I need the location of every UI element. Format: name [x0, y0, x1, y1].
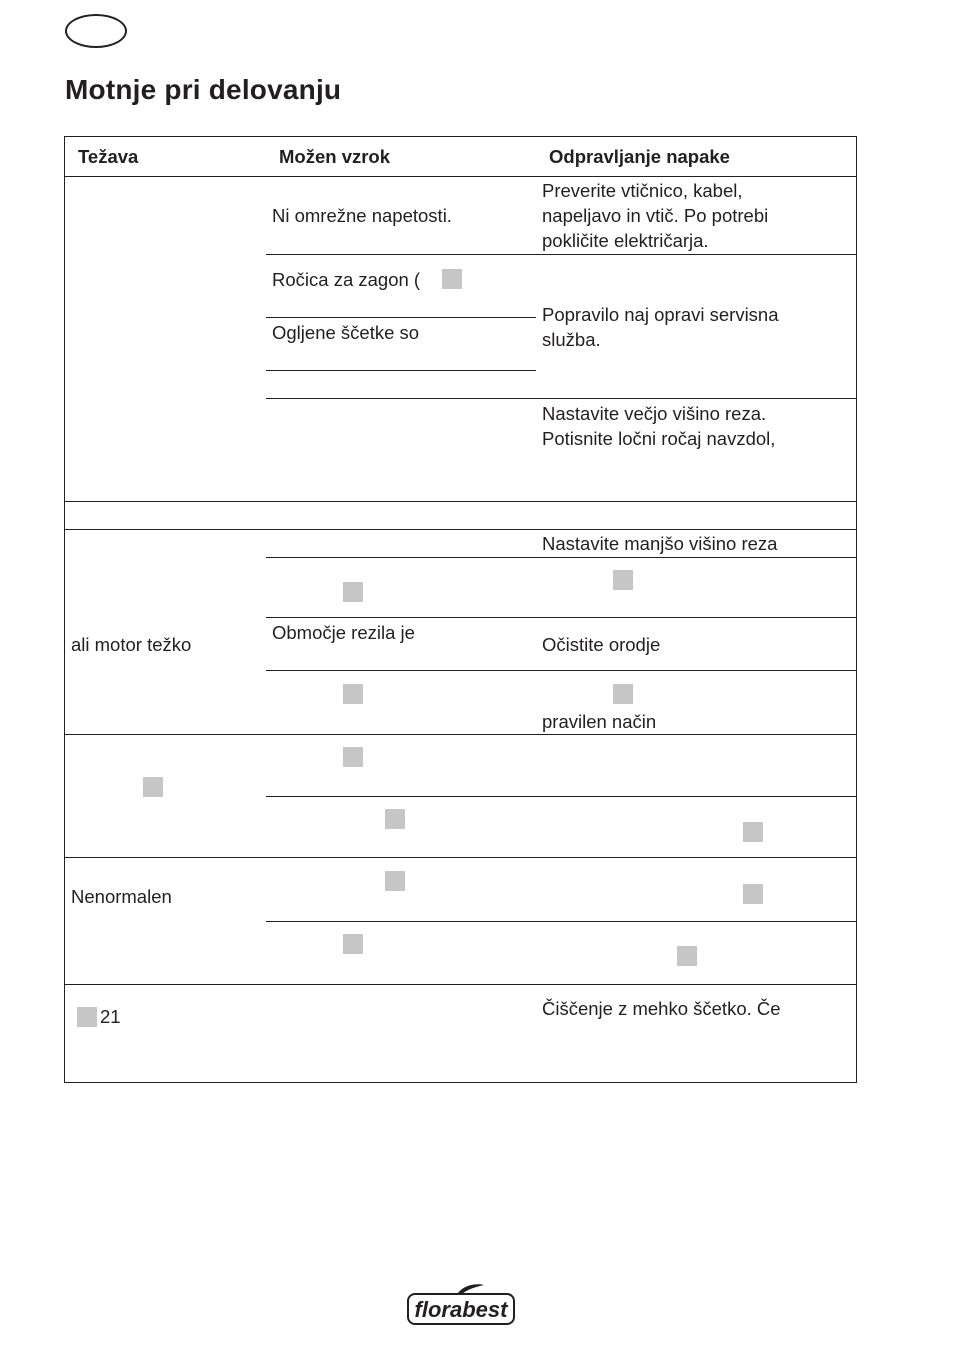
missing-symbol-placeholder [343, 582, 363, 602]
remedy-cell-line: Preverite vtičnico, kabel, [542, 180, 743, 201]
problem-cell: ali motor težko [71, 634, 192, 655]
header-problem: Težava [78, 146, 139, 167]
remedy-cell-line: napeljavo in vtič. Po potrebi [542, 205, 769, 226]
remedy-cell: Čiščenje z mehko ščetko. Če [542, 998, 781, 1019]
florabest-logo [406, 1283, 516, 1327]
remedy-cell: Očistite orodje [542, 634, 661, 655]
missing-symbol-placeholder [743, 822, 763, 842]
remedy-cell-line: služba. [542, 329, 601, 350]
row-rule [64, 857, 857, 858]
missing-symbol-placeholder [343, 934, 363, 954]
header-rule [64, 176, 857, 177]
row-rule [266, 398, 857, 399]
missing-symbol-placeholder [385, 871, 405, 891]
cause-cell: Ni omrežne napetosti. [272, 205, 452, 226]
missing-symbol-placeholder [143, 777, 163, 797]
row-rule [266, 617, 857, 618]
row-rule [64, 984, 857, 985]
svg-text:florabest: florabest [414, 1297, 508, 1322]
missing-symbol-placeholder [442, 269, 462, 289]
remedy-cell: Nastavite manjšo višino reza [542, 533, 778, 554]
remedy-cell-line: Potisnite ločni ročaj navzdol, [542, 428, 776, 449]
header-cause: Možen vzrok [279, 146, 391, 167]
missing-symbol-placeholder [613, 684, 633, 704]
missing-symbol-placeholder [343, 747, 363, 767]
row-rule [266, 670, 857, 671]
header-remedy: Odpravljanje napake [549, 146, 730, 167]
missing-symbol-placeholder [743, 884, 763, 904]
problem-cell: Nenormalen [71, 886, 172, 907]
row-rule [64, 734, 857, 735]
missing-symbol-placeholder [677, 946, 697, 966]
remedy-cell-line: pokličite električarja. [542, 230, 709, 251]
remedy-cell: pravilen način [542, 711, 657, 732]
row-rule [266, 921, 857, 922]
remedy-cell-line: Popravilo naj opravi servisna [542, 304, 779, 325]
cause-cell: Ogljene ščetke so [272, 322, 420, 343]
row-rule [266, 796, 857, 797]
row-rule [64, 501, 857, 502]
row-rule [64, 529, 857, 530]
remedy-cell-line: Nastavite večjo višino reza. [542, 403, 767, 424]
row-rule [266, 370, 536, 371]
row-rule [266, 254, 857, 255]
missing-symbol-placeholder [613, 570, 633, 590]
missing-symbol-placeholder [385, 809, 405, 829]
missing-symbol-placeholder [77, 1007, 97, 1027]
page-title: Motnje pri delovanju [65, 74, 342, 105]
cause-cell: Ročica za zagon ( [272, 269, 421, 290]
missing-symbol-placeholder [343, 684, 363, 704]
row-rule [266, 317, 536, 318]
problem-cell: 21 [100, 1006, 121, 1027]
row-rule [266, 557, 857, 558]
cause-cell: Območje rezila je [272, 622, 415, 643]
language-badge [65, 14, 127, 48]
